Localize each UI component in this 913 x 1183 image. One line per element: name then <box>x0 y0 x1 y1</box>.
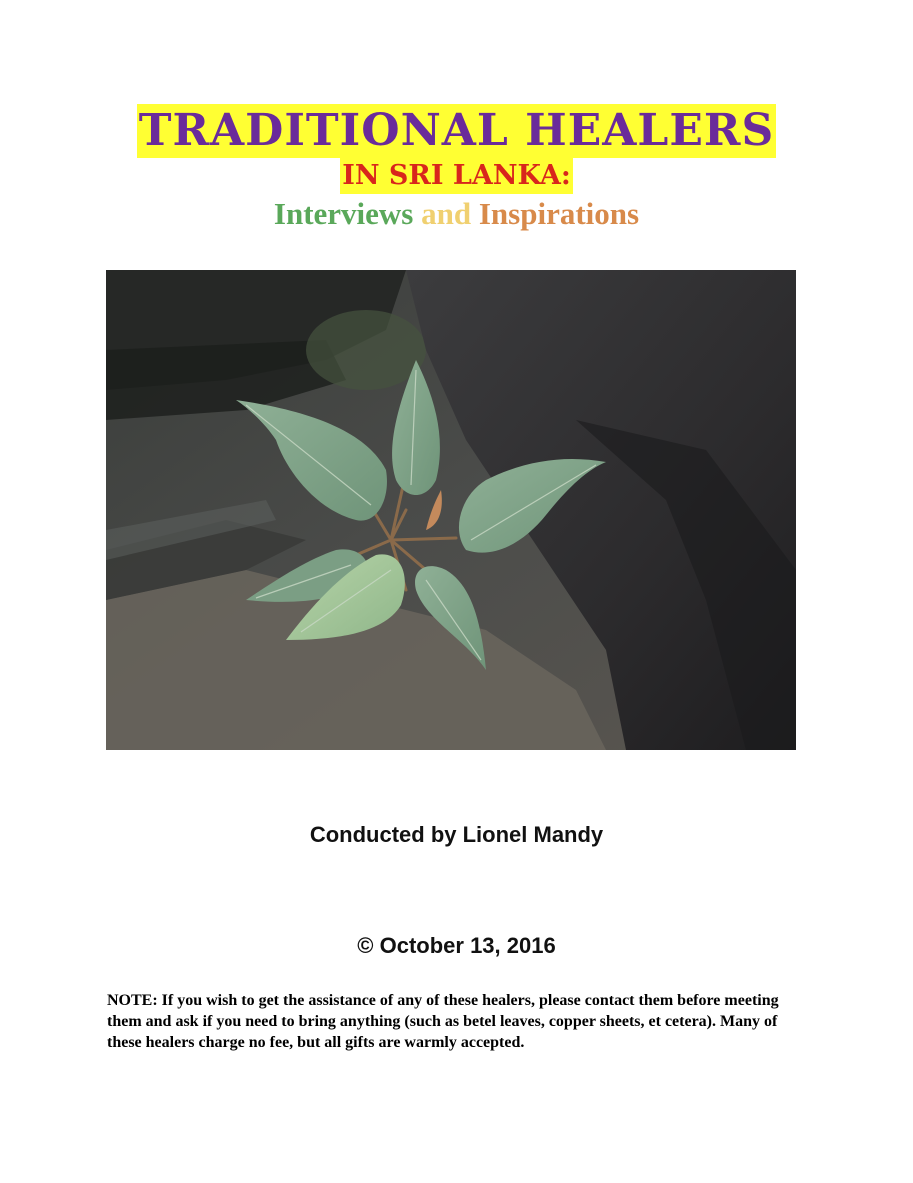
title-main: TRADITIONAL HEALERS <box>138 105 775 156</box>
title-subtitle: IN SRI LANKA: <box>340 158 573 194</box>
tagline-word-and: and <box>421 196 472 231</box>
note-paragraph: NOTE: If you wish to get the assistance of any of these healers, please contact them before meeting them and ask if you need to bring anything (such as betel leaves, copper sheets, et cetera). Many of these healers charge no fee, but all gifts are warmly accepted. <box>107 992 779 1051</box>
byline: Conducted by Lionel Mandy <box>309 822 604 847</box>
tagline-word-interviews: Interviews <box>273 196 414 231</box>
title-tagline <box>0 194 913 234</box>
copyright-date: © October 13, 2016 <box>357 933 556 958</box>
title-block <box>0 104 913 234</box>
cover-photo <box>106 270 796 750</box>
tagline-word-inspirations: Inspirations <box>478 196 640 231</box>
